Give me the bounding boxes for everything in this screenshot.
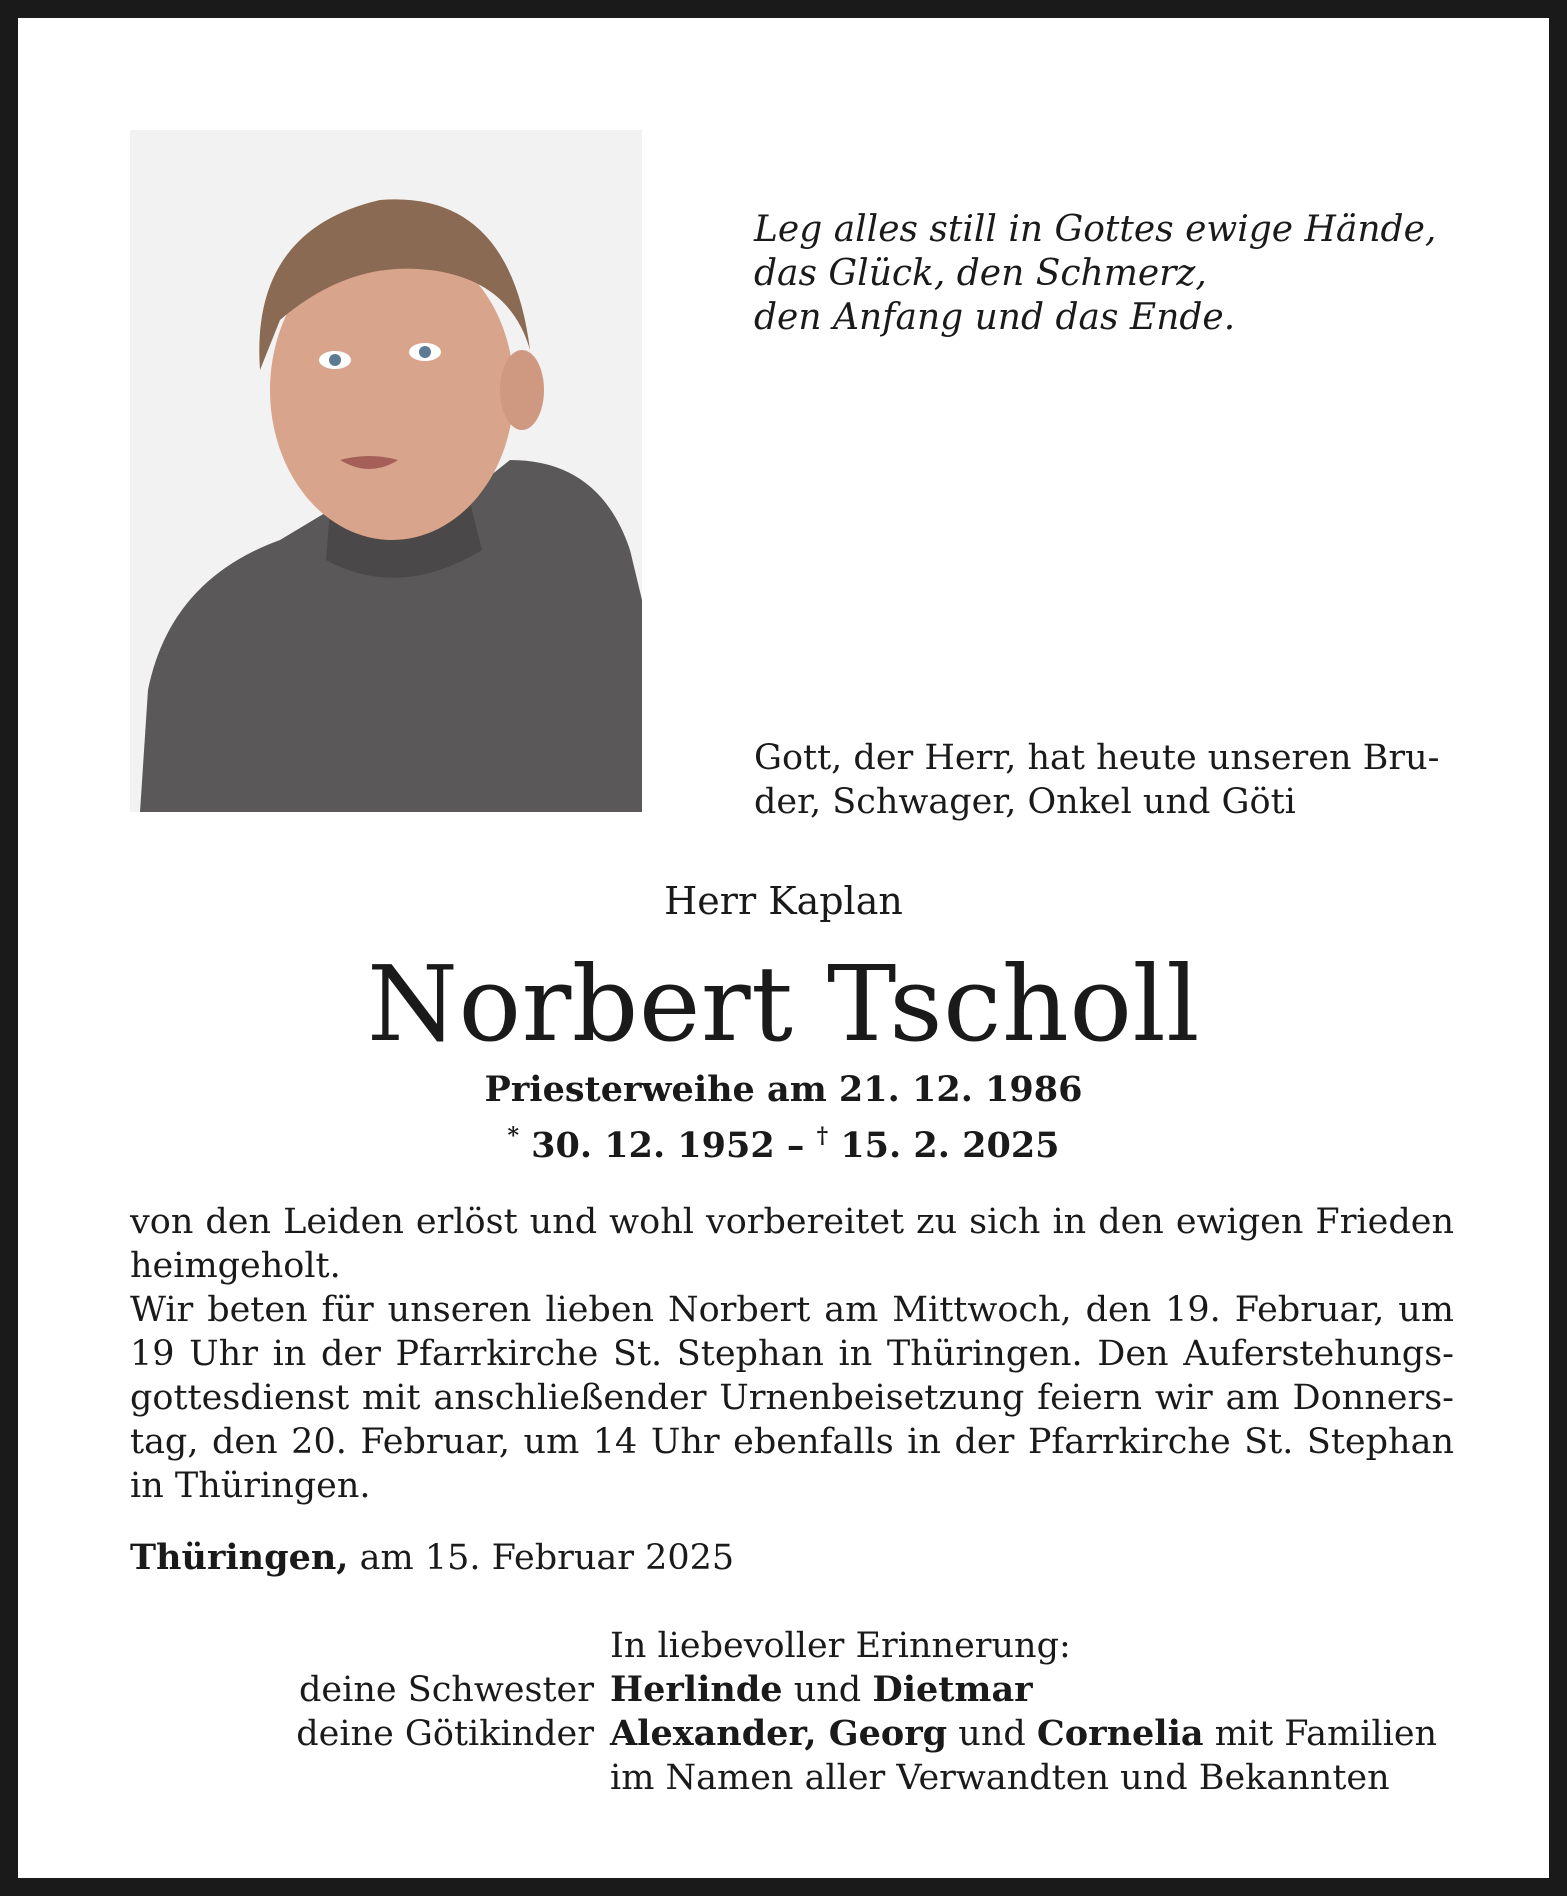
ordination-date: Priesterweihe am 21. 12. 1986 [484,1069,1083,1110]
relation-label: deine Schwester [299,1670,594,1710]
mourners-list [18,1668,1538,1800]
birth-symbol: * [507,1123,519,1149]
deceased-name: Norbert Tscholl [366,943,1201,1065]
obituary-body [130,1200,1454,1508]
mourner-row-sister [18,1668,1538,1712]
mourner-name: Alexander, Georg [610,1713,948,1754]
mourner-name: Dietmar [872,1669,1033,1710]
conjunction: und [793,1670,862,1710]
portrait-photo [130,130,642,812]
portrait-photo-icon [130,130,642,812]
place: Thüringen, [130,1537,349,1578]
mourner-name: Cornelia [1036,1713,1204,1754]
conjunction: und [958,1714,1026,1754]
birth-date: 30. 12. 1952 [531,1125,775,1166]
mourner-names [610,1712,1437,1756]
life-dates [18,1114,1549,1168]
mourner-others: im Namen aller Verwandten und Bekannten [610,1758,1390,1798]
verse-quote: Leg alles still in Gottes ewige Hände, das Glück, den Schmerz, den Anfang und das Ende. [754,209,1437,338]
memory-heading: In liebevoller Erinnerung: [610,1626,1071,1666]
date-separator: – [786,1125,805,1166]
relation-label: deine Götikinder [296,1714,594,1754]
mourner-name: Herlinde [610,1669,783,1710]
body-paragraph: von den Leiden erlöst und wohl vorbereitet zu sich in den ewigen Frieden heimgeholt. [130,1202,1454,1286]
death-symbol: † [816,1123,829,1149]
body-paragraph: Wir beten für unseren lieben Norbert am Mittwoch, den 19. Februar, um 19 Uhr in der Pfarrkirche St. Stephan in Thüringen. Den Auferstehungsgottesdienst mit anschließender Urnenbeisetzung feiern wir am Donnerstag, den 20. Februar, um 14 Uhr ebenfalls in der Pfarrkirche St. Stephan in Thüringen. [130,1290,1454,1506]
mourner-row-godchildren [18,1712,1538,1756]
date: am 15. Februar 2025 [359,1538,735,1578]
intro-text: Gott, der Herr, hat heute unseren Bru- der, Schwager, Onkel und Göti [754,738,1440,822]
place-and-date [130,1536,734,1580]
mourner-suffix: mit Familien [1214,1714,1438,1754]
death-date: 15. 2. 2025 [840,1125,1060,1166]
deceased-title: Herr Kaplan [664,879,903,923]
mourner-names [610,1668,1033,1712]
mourner-row-others [18,1756,1538,1800]
